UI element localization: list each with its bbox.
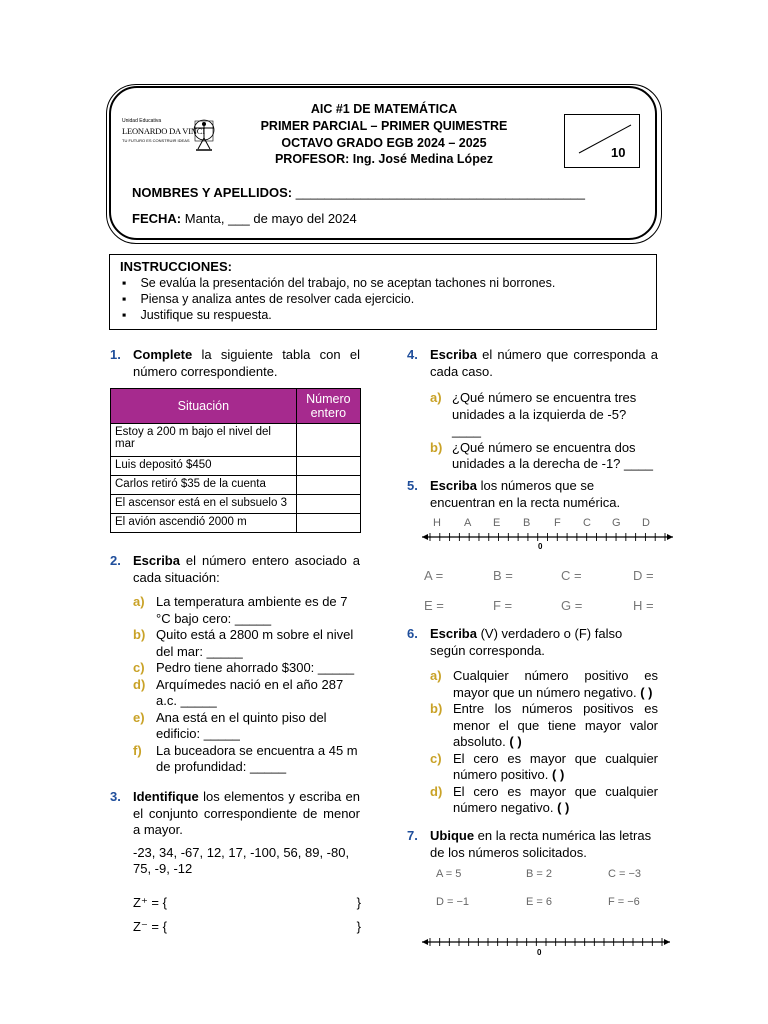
names-label: NOMBRES Y APELLIDOS:: [132, 185, 293, 200]
grade-slash-icon: [565, 115, 641, 169]
q7-verb: Ubique: [430, 828, 475, 843]
point-letter: B: [523, 517, 531, 529]
q4-verb: Escriba: [430, 347, 477, 362]
answer-field[interactable]: A =: [424, 568, 444, 583]
point-letter: G: [612, 517, 621, 529]
instruction-item: ▪ Se evalúa la presentación del trabajo, no se aceptan tachones ni borrones.: [122, 276, 556, 290]
point-letter: E: [493, 517, 501, 529]
answer-cell[interactable]: [296, 476, 360, 495]
q1-text: la siguiente tabla con el número correspondiente.: [133, 347, 360, 379]
table-row: Estoy a 200 m bajo el nivel del mar: [111, 424, 361, 457]
table-row: Luis depositó $450: [111, 457, 361, 476]
table-row: El ascensor está en el subsuelo 3: [111, 495, 361, 514]
q6-verb: Escriba: [430, 626, 477, 641]
target-value: B = 2: [526, 868, 552, 880]
q2-item: f) La buceadora se encuentra a 45 m de profundidad: _____: [133, 742, 358, 774]
instruction-item: ▪ Piensa y analiza antes de resolver cada ejercicio.: [122, 292, 415, 306]
grade-total: 10: [611, 145, 626, 160]
q3-number: 3.: [110, 789, 121, 804]
q6-item: a) Cualquier número positivo es mayor que un número negativo. ( ): [430, 668, 658, 700]
q2-text: el número entero asociado a cada situación:: [133, 553, 360, 585]
question-1: [110, 347, 360, 380]
q4-item: b) ¿Qué número se encuentra dos unidades a la derecha de -1? ____: [430, 439, 653, 471]
q2-verb: Escriba: [133, 553, 180, 568]
question-2: [110, 553, 360, 776]
logo-motto: TU FUTURO ES CONSTRUIR IDEAS: [122, 138, 190, 143]
date-row: [132, 211, 357, 226]
q3-numbers: -23, 34, -67, 12, 17, -100, 56, 89, -80, 75, -9, -12: [133, 844, 350, 876]
table-header-situation: Situación: [111, 389, 297, 424]
point-letter: F: [554, 517, 561, 529]
question-3: [110, 789, 360, 878]
zero-label-q7: 0: [537, 948, 542, 957]
date-field[interactable]: Manta, ___ de mayo del 2024: [184, 211, 357, 226]
q6-number: 6.: [407, 626, 418, 641]
point-letter: D: [642, 517, 650, 529]
instruction-item: ▪ Justifique su respuesta.: [122, 308, 272, 322]
date-label: FECHA:: [132, 211, 182, 226]
answer-paren[interactable]: ( ): [552, 767, 565, 782]
q3-verb: Identifique: [133, 789, 199, 804]
logo-small-text: Unidad Educativa: [122, 118, 162, 124]
q4-text: el número que corresponda a cada caso.: [430, 347, 658, 379]
answer-field[interactable]: E =: [424, 598, 444, 613]
answer-paren[interactable]: ( ): [640, 684, 653, 700]
set-z-plus: Z⁺ = { }: [133, 895, 361, 910]
point-letter: A: [464, 517, 472, 529]
logo-name: LEONARDO DA VINCI: [122, 126, 205, 136]
arrow-left-icon: [422, 534, 428, 540]
header-title-1: AIC #1 DE MATEMÁTICA: [310, 102, 458, 116]
q6-items: [430, 668, 658, 817]
bullet-icon: ▪: [122, 308, 127, 322]
arrow-right-icon: [664, 939, 670, 945]
question-4: [407, 347, 658, 473]
answer-field[interactable]: D =: [633, 568, 654, 583]
table-header-number: Número entero: [296, 389, 360, 424]
header-title-2: PRIMER PARCIAL – PRIMER QUIMESTRE: [260, 119, 508, 133]
q5-verb: Escriba: [430, 478, 477, 493]
arrow-right-icon: [667, 534, 673, 540]
question-7: [407, 828, 658, 861]
target-value: C = −3: [608, 868, 642, 880]
q5-letters: [420, 517, 675, 531]
point-letter: H: [433, 517, 441, 529]
situation-table: [110, 388, 361, 533]
instructions-title: INSTRUCCIONES:: [120, 259, 232, 274]
table-row: El avión ascendió 2000 m: [111, 514, 361, 533]
zero-label: 0: [538, 542, 543, 551]
q2-item: e) Ana está en el quinto piso del edificio: _____: [133, 709, 327, 741]
instructions-box: [109, 254, 657, 330]
q2-item: c) Pedro tiene ahorrado $300: _____: [133, 660, 355, 675]
point-letter: C: [583, 517, 591, 529]
answer-paren[interactable]: ( ): [509, 734, 522, 749]
q6-item: d) El cero es mayor que cualquier número negativo. ( ): [430, 783, 658, 815]
q6-item: c) El cero es mayor que cualquier número positivo. ( ): [430, 750, 658, 782]
target-value: F = −6: [608, 896, 640, 908]
target-value: D = −1: [436, 896, 470, 908]
q6-item: b) Entre los números positivos es menor el que tiene mayor valor absoluto. ( ): [430, 701, 658, 749]
q4-items: [430, 390, 658, 473]
answer-field[interactable]: C =: [561, 568, 582, 583]
number-line-q7: [420, 933, 675, 953]
table-row: Carlos retiró $35 de la cuenta: [111, 476, 361, 495]
answer-field[interactable]: B =: [493, 568, 513, 583]
answer-cell[interactable]: [296, 495, 360, 514]
q3-text: los elementos y escriba en el conjunto correspondiente de menor a mayor.: [133, 789, 360, 837]
question-6: [407, 626, 658, 817]
q2-item: b) Quito está a 2800 m sobre el nivel del mar: _____: [133, 627, 354, 659]
bullet-icon: ▪: [122, 276, 127, 290]
target-value: A = 5: [436, 868, 462, 880]
q2-item: a) La temperatura ambiente es de 7 °C bajo cero: _____: [133, 594, 348, 626]
q5-number: 5.: [407, 478, 418, 493]
q7-text: en la recta numérica las letras de los números solicitados.: [430, 828, 652, 860]
grade-box: [564, 114, 640, 168]
q7-number: 7.: [407, 828, 418, 843]
q2-item: d) Arquímedes nació en el año 287 a.c. _____: [133, 676, 344, 708]
answer-cell[interactable]: [296, 514, 360, 533]
answer-field[interactable]: F =: [493, 598, 513, 613]
answer-field[interactable]: H =: [633, 598, 654, 613]
q4-number: 4.: [407, 347, 418, 362]
names-field[interactable]: ________________________________________: [295, 185, 585, 200]
answer-paren[interactable]: ( ): [557, 800, 570, 815]
answer-cell[interactable]: [296, 457, 360, 476]
names-row: [132, 185, 585, 200]
q1-number: 1.: [110, 347, 121, 362]
question-5: [407, 478, 658, 511]
answer-cell[interactable]: [296, 424, 360, 457]
target-value: E = 6: [526, 896, 552, 908]
bullet-icon: ▪: [122, 292, 127, 306]
q6-text: (V) verdadero o (F) falso según corresponda.: [430, 626, 623, 658]
arrow-left-icon: [422, 939, 428, 945]
header-title-3: OCTAVO GRADO EGB 2024 – 2025: [281, 136, 487, 150]
q4-item: a) ¿Qué número se encuentra tres unidades a la izquierda de -5? ____: [430, 390, 637, 438]
set-z-minus: Z⁻ = { }: [133, 919, 361, 934]
q2-items: [133, 594, 360, 776]
q5-text: los números que se encuentran en la recta numérica.: [430, 478, 621, 510]
answer-field[interactable]: G =: [561, 598, 583, 613]
q2-number: 2.: [110, 553, 121, 568]
header-title-4: PROFESOR: Ing. José Medina López: [274, 152, 494, 166]
q1-verb: Complete: [133, 347, 193, 362]
